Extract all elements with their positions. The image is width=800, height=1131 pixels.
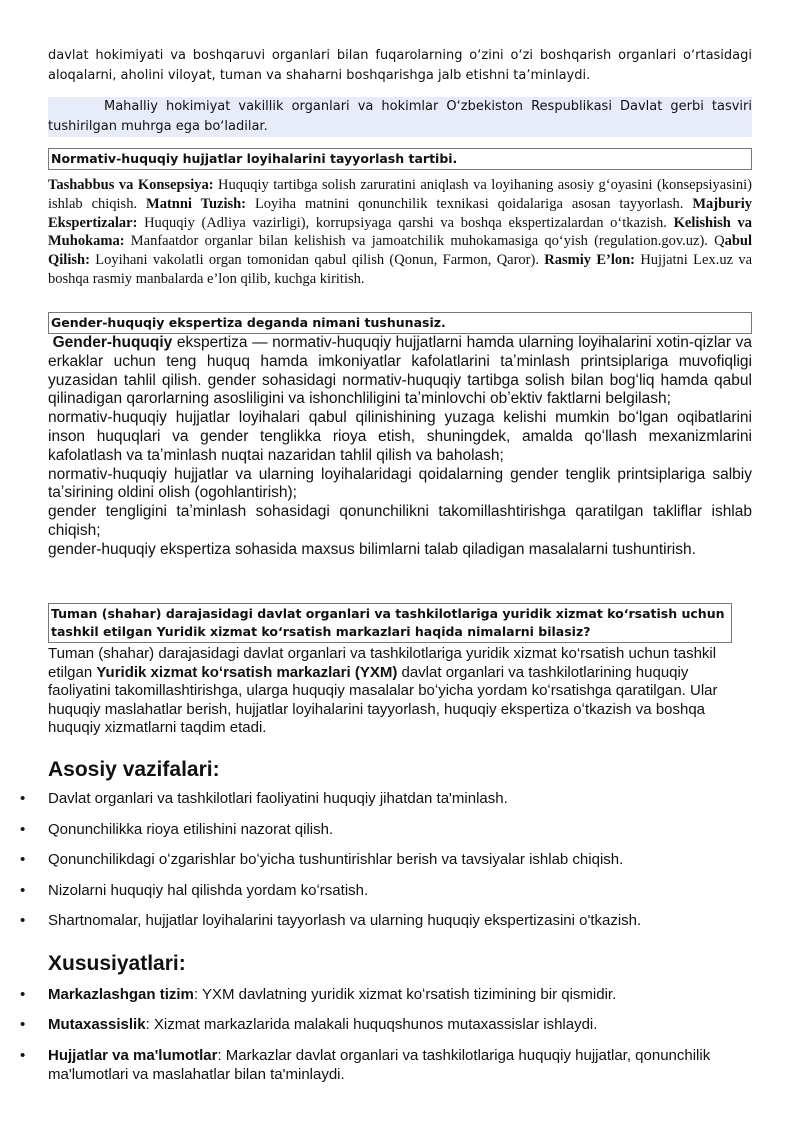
stage-text: Manfaatdor organlar bilan kelishish va jamoatchilik muhokamasiga qoʻyish (regulation.gov.uz). Q [124,233,725,250]
feature-desc: : Xizmat markazlarida malakali huquqshunos mutaxassislar ishlaydi. [145,1016,598,1033]
gender-def-text: ekspertiza — normativ-huquqiy hujjatlarni hamda ularning loyihalarini xotin-qizlar va erkaklar uchun teng huquq hamda imkoniyatlar kafolatlarini taʼminlash printsiplariga muvofiqligi yuzasidan tahlil qilish. gender sohasidagi normativ-huquqiy tartibga solish bilan bogʻliq hamda qabul qilinadigan qarorlarning asosliligini va ishonchliligini taʼminlovchi obʼektiv faktlarni belgilash; [48,334,752,408]
gender-paragraph [48,334,752,560]
heading-yxm: Tuman (shahar) darajasidagi davlat organlari va tashkilotlariga yuridik xizmat koʻrsatish uchun tashkil etilgan Yuridik xizmat koʻrsatish markazlari haqida nimalarni bilasiz? [48,603,732,643]
bullet-icon: • [20,1047,26,1064]
feature-desc: : YXM davlatning yuridik xizmat koʻrsatish tizimining bir qismidir. [193,986,617,1003]
feature-text [48,1016,752,1035]
task-text: Qonunchilikka rioya etilishini nazorat qilish. [48,821,334,838]
stage-title: Rasmiy E’lon: [544,252,635,269]
task-text: Davlat organlari va tashkilotlari faoliyatini huquqiy jihatdan ta'minlash. [48,790,508,807]
bullet-icon: • [20,912,26,929]
seal-text: Mahalliy hokimiyat vakillik organlari va hokimlar Oʻzbekiston Respublikasi Davlat gerbi tasviri tushirilgan muhrga ega boʻladilar. [48,99,752,134]
section-features-title: Xususiyatlari: [48,952,186,975]
bullet-icon: • [20,790,26,807]
stage-title: abul Qilish: [48,233,752,269]
heading-normativ: Normativ-huquqiy hujjatlar loyihalarini tayyorlash tartibi. [48,148,752,170]
gender-line: gender-huquqiy ekspertiza sohasida maxsus bilimlarni talab qiladigan masalalarni tushuntirish. [48,540,696,558]
seal-paragraph [48,97,752,137]
feature-title: Markazlashgan tizim [48,986,194,1003]
feature-title: Hujjatlar va ma'lumotlar [48,1047,218,1064]
stage-text: Huquqiy tartibga solish zaruratini aniqlash va loyihaning asosiy gʻoyasini (konsepsiyasini) ishlab chiqish. [48,177,752,212]
stage-text: Loyiha matnini qonunchilik texnikasi qoidalariga asosan tayyorlash. [246,195,693,212]
stage-title: Kelishish va Muhokama: [48,214,752,250]
yxm-paragraph [48,645,752,738]
feature-text [48,986,752,1005]
stage-text: Hujjatni Lex.uz va boshqa rasmiy manbalarda e’lon qilib, kuchga kiritish. [48,252,753,287]
gender-line: normativ-huquqiy hujjatlar va ularning loyihalaridagi qoidalarning gender tenglik printsiplariga salbiy taʼsirining oldini olish (ogohlantirish); [48,465,752,502]
bullet-icon: • [20,851,26,868]
heading-gender: Gender-huquqiy ekspertiza deganda nimani tushunasiz. [48,312,752,334]
yxm-pre: Tuman (shahar) darajasidagi davlat organlari va tashkilotlariga yuridik xizmat ko‘rsatish uchun tashkil etilgan [48,645,717,681]
gender-line: normativ-huquqiy hujjatlar loyihalari qabul qilinishining yuzaga kelishi mumkin boʻlgan oqibatlarini inson huquqlari va gender tenglikka rioya etish, shuningdek, amalda qoʻllash mexanizmlarini kafolatlash va taʼminlash nuqtai nazaridan tahlil qilish va baholash; [48,409,752,464]
gender-definition [48,334,752,409]
stages-paragraph [48,176,752,289]
stage-text: Huquqiy (Adliya vazirligi), korrupsiyaga qarshi va boshqa ekspertizalardan oʻtkazish. [137,214,674,231]
bullet-icon: • [20,1016,26,1033]
yxm-bold: Yuridik xizmat koʻrsatish markazlari (YXM) [96,663,398,681]
gender-line: gender tengligini taʼminlash sohasidagi qonunchilikni takomillashtirishga qaratilgan takliflar ishlab chiqish; [48,503,752,539]
intro-paragraph: davlat hokimiyati va boshqaruvi organlari bilan fuqarolarning oʻzini oʻzi boshqarish organlari oʻrtasidagi aloqalarni, aholini viloyat, tuman va shaharni boshqarishga jalb etishni taʼminlaydi. [48,48,752,83]
stage-title: Majburiy Ekspertizalar: [48,195,752,231]
stage-text: Loyihani vakolatli organ tomonidan qabul qilish (Qonun, Farmon, Qaror). [89,252,545,269]
stage-title: Matnni Tuzish: [146,195,247,212]
gender-term: Gender-huquqiy [52,334,173,351]
task-text: Shartnomalar, hujjatlar loyihalarini tayyorlash va ularning huquqiy ekspertizasini o'tkazish. [48,912,642,929]
bullet-icon: • [20,821,26,838]
stage-title: Tashabbus va Konsepsiya: [48,177,214,193]
task-text: Qonunchilikdagi oʻzgarishlar boʻyicha tushuntirishlar berish va tavsiyalar ishlab chiqish. [48,851,624,868]
yxm-post: davlat organlari va tashkilotlarining huquqiy faoliyatini takomillashtirishga, ularga huquqiy masalalar boʻyicha yordam koʻrsatishga qaratilgan. Ular huquqiy maslahatlar berish, hujjatlar loyihalarini tayyorlash, huquqiy ekspertiza oʻtkazish va boshqa huquqiy xizmatlarni taqdim etadi. [48,663,718,736]
bullet-icon: • [20,986,26,1003]
section-tasks-title: Asosiy vazifalari: [48,758,220,781]
feature-desc: : Markazlar davlat organlari va tashkilotlariga huquqiy hujjatlar, qonunchilik ma'lumotlari va maslahatlar bilan ta'minlaydi. [48,1047,711,1083]
feature-text [48,1047,752,1084]
task-text: Nizolarni huquqiy hal qilishda yordam koʻrsatish. [48,882,369,899]
bullet-icon: • [20,882,26,899]
feature-title: Mutaxassislik [48,1016,146,1033]
